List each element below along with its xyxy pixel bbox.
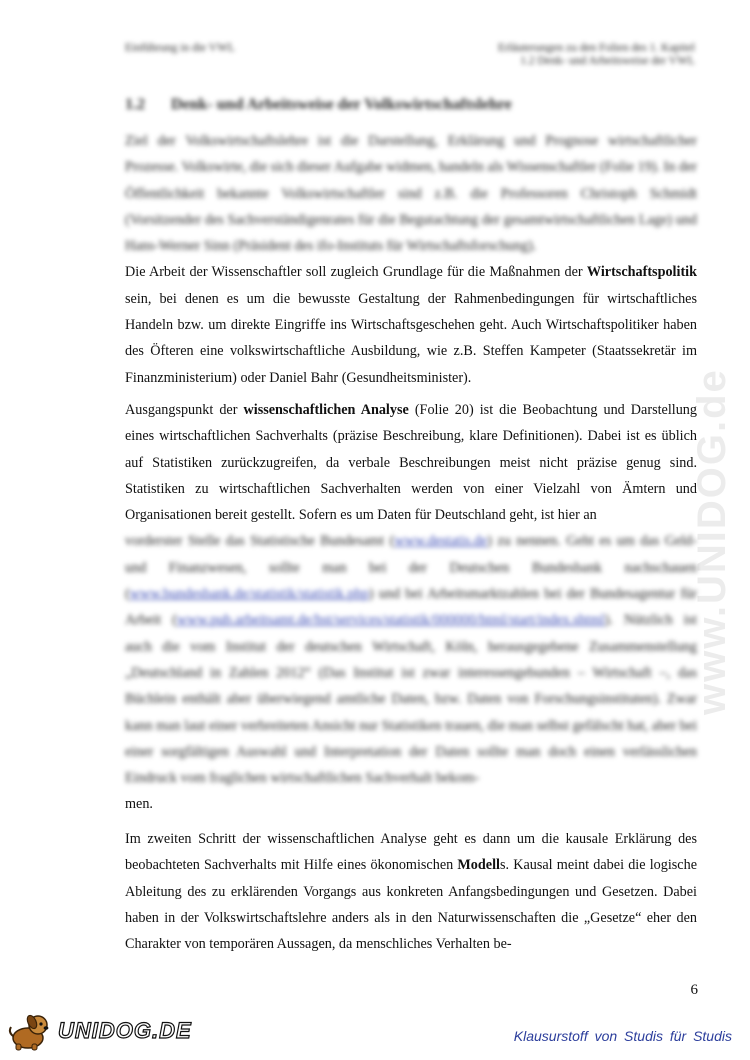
blurred-text	[125, 528, 697, 791]
bold-term: Modell	[457, 857, 500, 874]
arbeitsamt-link[interactable]: www.pub.arbeitsamt.de/hst/services/statistik/000000/html/start/index.shtml	[176, 612, 605, 629]
section-heading	[125, 96, 512, 114]
dog-icon	[8, 1012, 56, 1052]
section-number: 1.2	[125, 96, 145, 113]
section-title: Denk- und Arbeitsweise der Volkswirtschaftslehre	[171, 96, 512, 113]
bold-term: Wirtschaftspolitik	[586, 264, 697, 281]
header-right-line1: Erläuterungen zu den Folien des 1. Kapitel	[497, 42, 695, 54]
paragraph-2	[125, 397, 697, 818]
header-left: Einführung in die VWL	[125, 42, 235, 54]
header-right	[498, 42, 695, 68]
blurred-text: Ziel der Volkswirtschaftslehre ist die Darstellung, Erklärung und Prognose wirtschaftlicher Prozesse. Volkswirte, die sich dieser Aufgabe widmen, handeln als Wissenschaftler (Folie 19). In der Öffentlichkeit bekannte Volkswirtschaftler sind z.B. die Professoren Christoph Schmidt (Vorsitzender des Sachverständigenrates für die Begutachtung der gesamtwirtschaftlichen Lage) und Hans-Werner Sinn (Präsident des ifo-Instituts für Wirtschaftsforschung).	[125, 133, 697, 255]
paragraph-text: (Folie 20) ist die Beobachtung und Darstellung eines wirtschaftlichen Sachverhalts (präzise Beschreibung, klare Definitionen). Dabei ist es üblich auf Statistiken zurückzugreifen, da verbale Beschreibungen meist nicht präzise genug sind. Statistiken zu wirtschaftlichen Sachverhalten werden von einer Vielzahl von Ämtern und Organisationen bereit gestellt. Sofern es um Daten für Deutschland geht, ist hier an	[125, 402, 697, 524]
footer-tagline: Klausurstoff von Studis für Studis	[513, 1028, 732, 1044]
paragraph-text: Ausgangspunkt der	[125, 402, 244, 418]
blurred-segment: vorderster Stelle das Statistische Bundesamt (	[125, 533, 395, 550]
paragraph-text: sein, bei denen es um die bewusste Gestaltung der Rahmenbedingungen für wirtschaftliches Handeln bzw. um direkte Eingriffe ins Wirtschaftsgeschehen geht. Auch Wirtschaftspolitiker haben des Öfteren eine volkswirtschaftliche Ausbildung, wie z.B. Steffen Kampeter (Staatssekretär im Finanzministerium) oder Daniel Bahr (Gesundheitsminister).	[125, 290, 697, 386]
paragraph-text: Die Arbeit der Wissenschaftler soll zugleich Grundlage für die Maßnahmen der	[125, 264, 587, 281]
paragraph-3	[125, 826, 697, 957]
header-right-line2: 1.2 Denk- und Arbeitsweise der VWL	[520, 55, 695, 67]
bundesbank-link[interactable]: www.bundesbank.de/statistik/statistik.php	[129, 586, 369, 603]
paragraph-1	[125, 128, 697, 391]
blurred-segment: ) und bei Arbeitsmarktzahlen bei der Bundesagentur für Arbeit (	[125, 586, 697, 629]
paragraph-text: s. Kausal meint dabei die logische Ableitung des zu erklärenden Vorgangs aus konkreten Anfangsbedingungen und Gesetzen. Dabei haben in der Volkswirtschaftslehre anders als in den Naturwissenschaften die „Gesetze“ eher den Charakter von temporären Aussagen, da menschliches Verhalten be-	[125, 857, 697, 953]
blurred-segment: ) zu nennen. Geht es um das Geld- und Finanzwesen, sollte man bei der Deutschen Bundesbank nachschauen (	[125, 533, 697, 603]
paragraph-text: Im zweiten Schritt der wissenschaftlichen Analyse geht es dann um die kausale Erklärung des beobachteten Sachverhalts mit Hilfe eines ökonomischen	[125, 831, 697, 874]
logo-text: UNIDOG.DE	[58, 1018, 192, 1043]
destatis-link[interactable]: www.destatis.de	[394, 533, 488, 550]
watermark: www.UNIDOG.de	[690, 368, 734, 715]
blurred-segment: ). Nützlich ist auch die vom Institut der deutschen Wirtschaft, Köln, herausgegebene Zusammenstellung „Deutschland in Zahlen 2012“ (Das Institut ist zwar interessengebunden – Wirtschaft –, das Büchlein enthält aber überwiegend amtliche Daten, bzw. Daten von Forschungsinstituten). Zwar kann man laut einer verbreiteten Ansicht nur Statistiken trauen, die man selbst gefälscht hat, aber bei einer sorgfältigen Auswahl und Interpretation der Daten sollte man doch einen verlässlichen Eindruck vom fraglichen wirtschaftlichen Sachverhalt bekom-	[125, 612, 697, 787]
page-number: 6	[690, 982, 698, 998]
paragraph-tail: men.	[125, 796, 153, 813]
bold-term: wissenschaftlichen Analyse	[243, 402, 409, 418]
